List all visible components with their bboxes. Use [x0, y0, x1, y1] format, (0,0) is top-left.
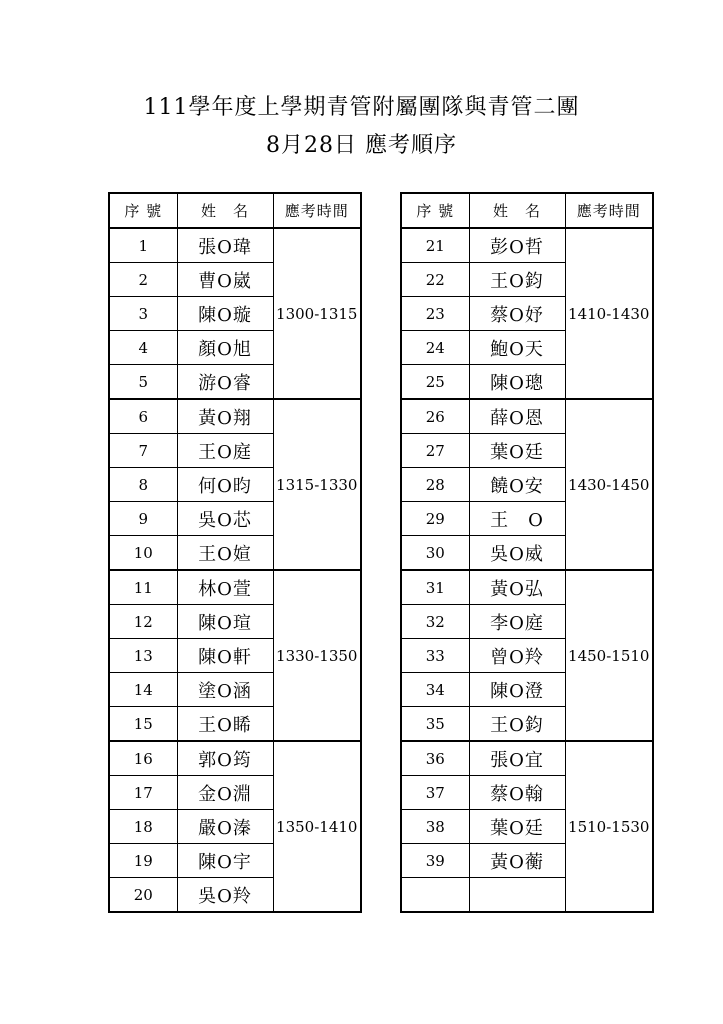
candidate-name: 王O庭 — [177, 434, 273, 468]
candidate-name: 顏O旭 — [177, 331, 273, 365]
candidate-name: 葉O廷 — [469, 434, 565, 468]
exam-time-slot: 1300-1315 — [273, 228, 361, 399]
candidate-name: 吳O威 — [469, 536, 565, 571]
row-number: 35 — [401, 707, 469, 742]
row-number: 3 — [109, 297, 177, 331]
row-number: 25 — [401, 365, 469, 400]
candidate-name: 張O宜 — [469, 741, 565, 776]
candidate-name: 吳O羚 — [177, 878, 273, 913]
candidate-name: 彭O哲 — [469, 228, 565, 263]
row-number: 34 — [401, 673, 469, 707]
candidate-name: 陳O璇 — [177, 297, 273, 331]
candidate-name: 陳O軒 — [177, 639, 273, 673]
row-number: 11 — [109, 570, 177, 605]
candidate-name: 黃O弘 — [469, 570, 565, 605]
candidate-name: 蔡O妤 — [469, 297, 565, 331]
row-number: 31 — [401, 570, 469, 605]
candidate-name: 陳O瑄 — [177, 605, 273, 639]
table-row — [401, 228, 653, 263]
candidate-name: 曹O崴 — [177, 263, 273, 297]
candidate-name: 黃O翔 — [177, 399, 273, 434]
table-row — [401, 399, 653, 434]
row-number: 9 — [109, 502, 177, 536]
row-number: 16 — [109, 741, 177, 776]
page-title: 111學年度上學期青管附屬團隊與青管二團 — [143, 95, 580, 120]
candidate-name: 張O瑋 — [177, 228, 273, 263]
candidate-name: 饒O安 — [469, 468, 565, 502]
candidate-name: 陳O璁 — [469, 365, 565, 400]
header-time: 應考時間 — [273, 193, 361, 228]
row-number: 18 — [109, 810, 177, 844]
row-number: 15 — [109, 707, 177, 742]
row-number: 29 — [401, 502, 469, 536]
header-number: 序 號 — [109, 193, 177, 228]
row-number: 38 — [401, 810, 469, 844]
row-number: 7 — [109, 434, 177, 468]
exam-time-slot: 1450-1510 — [565, 570, 653, 741]
row-number: 17 — [109, 776, 177, 810]
table-row — [401, 741, 653, 776]
candidate-name: 王 O — [469, 502, 565, 536]
row-number: 22 — [401, 263, 469, 297]
row-number: 27 — [401, 434, 469, 468]
header-name: 姓 名 — [177, 193, 273, 228]
row-number: 37 — [401, 776, 469, 810]
exam-time-slot: 1410-1430 — [565, 228, 653, 399]
candidate-name: 陳O澄 — [469, 673, 565, 707]
candidate-name: 塗O涵 — [177, 673, 273, 707]
row-number: 21 — [401, 228, 469, 263]
candidate-name: 林O萱 — [177, 570, 273, 605]
candidate-name: 游O睿 — [177, 365, 273, 400]
row-number: 8 — [109, 468, 177, 502]
page-subtitle: 8月28日 應考順序 — [266, 133, 457, 158]
candidate-name: 嚴O溱 — [177, 810, 273, 844]
schedule-table-right — [400, 192, 654, 913]
row-number: 5 — [109, 365, 177, 400]
candidate-name: 吳O芯 — [177, 502, 273, 536]
row-number — [401, 878, 469, 913]
exam-time-slot: 1315-1330 — [273, 399, 361, 570]
table-row — [109, 570, 361, 605]
header-name: 姓 名 — [469, 193, 565, 228]
exam-time-slot: 1510-1530 — [565, 741, 653, 912]
row-number: 32 — [401, 605, 469, 639]
candidate-name: 曾O羚 — [469, 639, 565, 673]
candidate-name: 鮑O天 — [469, 331, 565, 365]
row-number: 4 — [109, 331, 177, 365]
candidate-name: 何O昀 — [177, 468, 273, 502]
row-number: 1 — [109, 228, 177, 263]
candidate-name: 金O淵 — [177, 776, 273, 810]
candidate-name: 陳O宇 — [177, 844, 273, 878]
header-time: 應考時間 — [565, 193, 653, 228]
exam-time-slot: 1430-1450 — [565, 399, 653, 570]
row-number: 24 — [401, 331, 469, 365]
row-number: 33 — [401, 639, 469, 673]
candidate-name: 薛O恩 — [469, 399, 565, 434]
row-number: 12 — [109, 605, 177, 639]
row-number: 28 — [401, 468, 469, 502]
candidate-name: 李O庭 — [469, 605, 565, 639]
row-number: 36 — [401, 741, 469, 776]
exam-time-slot: 1330-1350 — [273, 570, 361, 741]
candidate-name: 王O媗 — [177, 536, 273, 571]
candidate-name: 王O睎 — [177, 707, 273, 742]
candidate-name: 蔡O翰 — [469, 776, 565, 810]
row-number: 26 — [401, 399, 469, 434]
table-row — [109, 741, 361, 776]
row-number: 39 — [401, 844, 469, 878]
candidate-name: 葉O廷 — [469, 810, 565, 844]
row-number: 10 — [109, 536, 177, 571]
row-number: 13 — [109, 639, 177, 673]
row-number: 20 — [109, 878, 177, 913]
table-row — [401, 570, 653, 605]
table-row — [109, 228, 361, 263]
schedule-table-left — [108, 192, 362, 913]
row-number: 19 — [109, 844, 177, 878]
row-number: 30 — [401, 536, 469, 571]
row-number: 6 — [109, 399, 177, 434]
candidate-name: 王O鈞 — [469, 707, 565, 742]
candidate-name: 郭O筠 — [177, 741, 273, 776]
row-number: 14 — [109, 673, 177, 707]
candidate-name: 王O鈞 — [469, 263, 565, 297]
exam-time-slot: 1350-1410 — [273, 741, 361, 912]
header-number: 序 號 — [401, 193, 469, 228]
row-number: 2 — [109, 263, 177, 297]
row-number: 23 — [401, 297, 469, 331]
candidate-name — [469, 878, 565, 913]
table-row — [109, 399, 361, 434]
candidate-name: 黃O蘅 — [469, 844, 565, 878]
